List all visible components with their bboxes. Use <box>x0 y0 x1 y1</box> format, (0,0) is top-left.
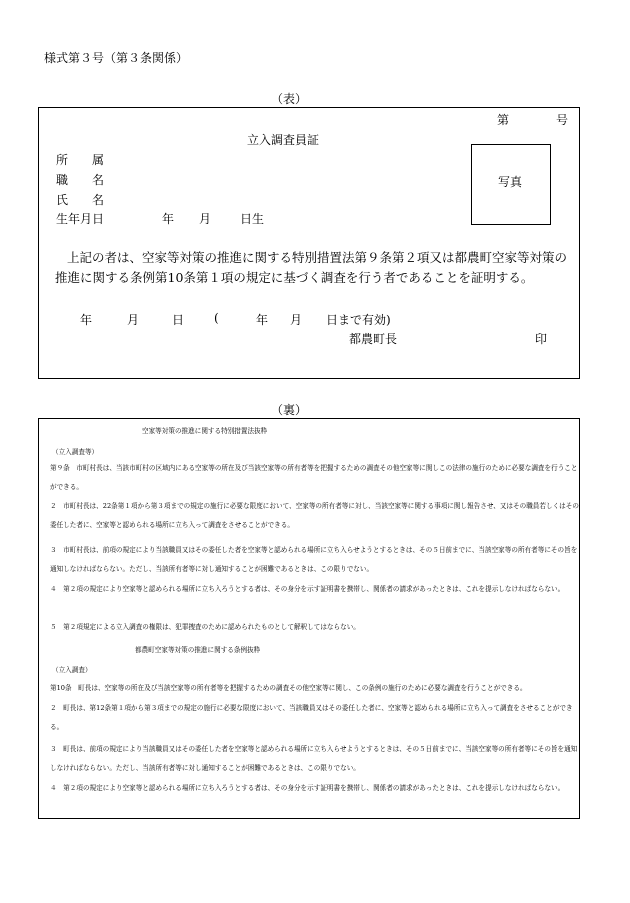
law-paragraph-2: ２ 市町村長は、22条第１項から第３項までの規定の施行に必要な限度において、空家等の所有者等に対し、当該空家等に関する事項に関し報告させ、又はその職員若しくはその委任した者に、空家等と認められる場所に立ち入って調査をさせることができる。 <box>50 502 579 529</box>
field-name: 氏 名 <box>56 193 105 207</box>
issuer: 都農町長 <box>349 332 398 346</box>
validity-open-paren: ( <box>214 311 219 325</box>
photo-label: 写真 <box>498 175 523 189</box>
law-paragraph-1: 第９条 市町村長は、当該市町村の区域内にある空家等の所在及び当該空家等の所有者等を把握するための調査その他空家等に関しこの法律の施行のために必要な調査を行うことができる。 <box>50 464 578 491</box>
form-label: 様式第３号（第３条関係） <box>44 51 189 65</box>
validity-month: 月 <box>127 313 140 327</box>
front-heading: （表） <box>271 92 308 106</box>
seal-mark: 印 <box>535 332 548 346</box>
certification-text: 上記の者は、空家等対策の推進に関する特別措置法第９条第２項又は都農町空家等対策の推進に関する条例第10条第１項の規定に基づく調査を行う者であることを証明する。 <box>55 250 568 285</box>
law-paragraph-3: ３ 市町村長は、前項の規定により当該職員又はその委任した者を空家等と認められる場所に立ち入らせようとするときは、その５日前までに、当該空家等の所有者等にその旨を通知しなければならない。ただし、当該所有者等に対し通知することが困難であるときは、この限りでない。 <box>50 546 578 573</box>
field-position: 職 名 <box>56 173 105 187</box>
ordinance-paragraph-4: ４ 第２項の規定により空家等と認められる場所に立ち入ろうとする者は、その身分を示す証明書を携帯し、関係者の請求があったときは、これを提示しなければならない。 <box>50 784 565 792</box>
card-title: 立入調査員証 <box>247 133 320 147</box>
ordinance-paragraph-3: ３ 町長は、前項の規定により当該職員又はその委任した者を空家等と認められる場所に立ち入らせようとするときは、その５日前までに、当該空家等の所有者等にその旨を通知しなければならない。ただし、当該所有者等に対し通知することが困難であるときは、この限りでない。 <box>50 745 578 772</box>
ordinance-title: 都農町空家等対策の推進に関する条例抜粋 <box>135 646 261 654</box>
law-title: 空家等対策の推進に関する特別措置法抜粋 <box>142 427 268 435</box>
field-dob-month: 月 <box>199 212 212 226</box>
validity-year: 年 <box>80 313 93 327</box>
field-affiliation: 所 属 <box>56 153 105 167</box>
validity-day: 日 <box>172 313 185 327</box>
law-paragraph-5: ５ 第２項規定による立入調査の権限は、犯罪捜査のために認められたものとして解釈してはならない。 <box>50 623 360 631</box>
validity-until-month: 月 <box>290 313 303 327</box>
validity-until-day: 日まで有効) <box>326 313 391 327</box>
ordinance-paragraph-2: ２ 町長は、第12条第１項から第３項までの規定の施行に必要な限度において、当該職員又はその委任した者に、空家等と認められる場所に立ち入って調査をさせることができる。 <box>50 704 573 731</box>
validity-until-year: 年 <box>256 313 269 327</box>
field-dob-label: 生年月日 <box>56 212 105 226</box>
back-heading: （裏） <box>271 403 308 417</box>
law-paragraph-4: ４ 第２項の規定により空家等と認められる場所に立ち入ろうとする者は、その身分を示す証明書を携帯し、関係者の請求があったときは、これを提示しなければならない。 <box>50 585 565 593</box>
ordinance-paragraph-1: 第10条 町長は、空家等の所在及び当該空家等の所有者等を把握するための調査その他空家等に関し、この条例の施行のために必要な調査を行うことができる。 <box>50 684 527 692</box>
field-dob-year: 年 <box>162 212 175 226</box>
law-subtitle: （立入調査等） <box>52 448 99 456</box>
field-dob-suffix: 日生 <box>240 212 265 226</box>
number-prefix: 第 <box>497 113 510 127</box>
number-suffix: 号 <box>556 113 569 127</box>
ordinance-subtitle: （立入調査） <box>52 666 92 674</box>
